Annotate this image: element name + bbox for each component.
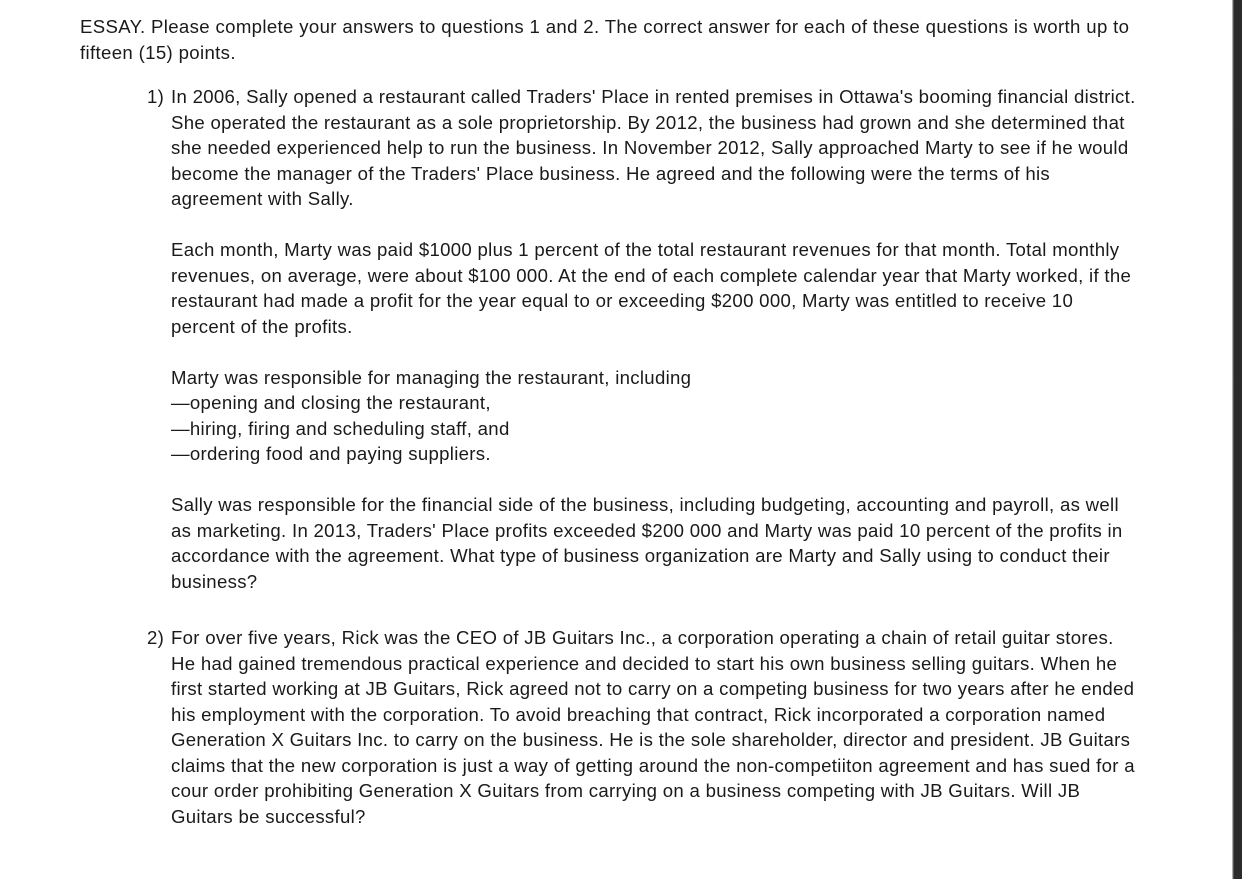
list-item: —opening and closing the restaurant,	[171, 392, 491, 413]
question-1-paragraph-2: Each month, Marty was paid $1000 plus 1 percent of the total restaurant revenues for that month. Total monthly revenues, on average, were about $100 000. At the end of each complete calendar year that Marty worked, if the restaurant had made a profit for the year equal to or exceeding $200 000, Marty was entitled to receive 10 percent of the profits.	[171, 239, 1132, 337]
question-1-body	[171, 84, 1137, 594]
window-edge	[1232, 0, 1242, 879]
question-1-paragraph-1: In 2006, Sally opened a restaurant called Traders' Place in rented premises in Ottawa's booming financial district. She operated the restaurant as a sole proprietorship. By 2012, the business had grown and she determined that she needed experienced help to run the business. In November 2012, Sally approached Marty to see if he would become the manager of the Traders' Place business. He agreed and the following were the terms of his agreement with Sally.	[171, 86, 1136, 209]
question-2	[147, 625, 1137, 829]
question-2-body	[171, 625, 1137, 829]
question-1-list-intro: Marty was responsible for managing the restaurant, including	[171, 366, 692, 388]
essay-instructions: ESSAY. Please complete your answers to questions 1 and 2. The correct answer for each of these questions is worth up to fifteen (15) points.	[80, 16, 1130, 63]
list-item: —hiring, firing and scheduling staff, and	[171, 417, 510, 439]
question-2-paragraph-1: For over five years, Rick was the CEO of JB Guitars Inc., a corporation operating a chain of retail guitar stores. He had gained tremendous practical experience and decided to start his own business selling guitars. When he first started working at JB Guitars, Rick agreed not to carry on a competing business for two years after he ended his employment with the corporation. To avoid breaching that contract, Rick incorporated a corporation named Generation X Guitars Inc. to carry on the business. He is the sole shareholder, director and president. JB Guitars claims that the new corporation is just a way of getting around the non-competiiton agreement and has sued for a cour order prohibiting Generation X Guitars from carrying on a business competing with JB Guitars. Will JB Guitars be successful?	[171, 627, 1135, 827]
question-1-paragraph-3: Sally was responsible for the financial side of the business, including budgeting, accounting and payroll, as well as marketing. In 2013, Traders' Place profits exceeded $200 000 and Marty was paid 10 percent of the profits in accordance with the agreement. What type of business organization are Marty and Sally using to conduct their business?	[171, 494, 1123, 592]
question-1-number: 1)	[147, 86, 165, 107]
list-item: —ordering food and paying suppliers.	[171, 443, 491, 464]
question-2-number: 2)	[147, 627, 165, 648]
question-1	[147, 84, 1137, 594]
